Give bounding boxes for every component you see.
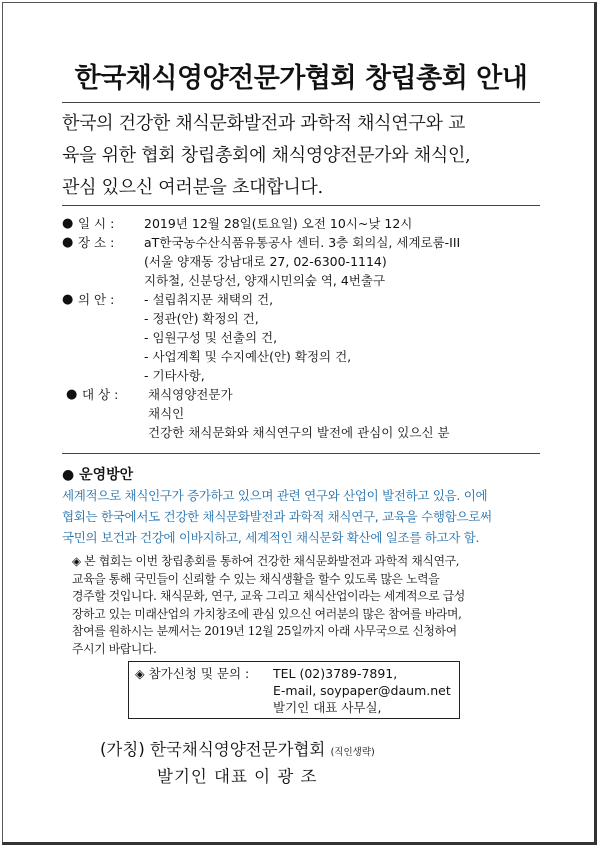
target-item: 채식영양전문가 xyxy=(148,387,233,402)
target-item: 채식인 xyxy=(148,406,185,421)
operation-line: 세계적으로 채식인구가 증가하고 있으며 관련 연구와 산업이 발전하고 있음. 이에 xyxy=(62,488,488,503)
intro-line: 관심 있으신 여러분을 초대합니다. xyxy=(62,177,323,198)
date-label: 일 시 : xyxy=(78,216,115,231)
notice-line: 주시기 바랍니다. xyxy=(72,641,157,656)
agenda-label: 의 안 : xyxy=(78,292,115,307)
operation-heading: ● 운영방안 xyxy=(62,467,134,483)
agenda-row xyxy=(62,290,460,385)
place-value xyxy=(144,233,460,290)
contact-tel: TEL (02)3789-7891, xyxy=(273,666,398,681)
intro-line: 육을 위한 협회 창립총회에 채식영양전문가와 채식인, xyxy=(62,145,471,166)
contact-row xyxy=(135,699,459,716)
date-value: 2019년 12월 28일(토요일) 오전 10시~낮 12시 xyxy=(144,216,413,231)
org-name: (가칭) 한국채식영양전문가협회 xyxy=(100,740,326,759)
agenda-item: - 임원구성 및 선출의 건, xyxy=(144,330,278,345)
target-label: 대 상 : xyxy=(82,387,119,402)
operation-line: 국민의 보건과 건강에 이바지하고, 세계적인 채식문화 확산에 일조를 하고자 함. xyxy=(62,530,480,545)
title-divider xyxy=(62,102,540,103)
place-label: 장 소 : xyxy=(78,235,115,250)
agenda-item: - 설립취지문 채택의 건, xyxy=(144,292,274,307)
contact-row xyxy=(135,682,459,699)
agenda-item: - 사업계획 및 수지예산(안) 확정의 건, xyxy=(144,349,352,364)
place-line: (서울 양재동 강남대로 27, 02-6300-1114) xyxy=(144,254,387,269)
date-row xyxy=(62,214,460,233)
details-divider xyxy=(62,453,540,454)
bullet-icon: ● xyxy=(62,216,74,231)
intro-paragraph xyxy=(62,108,544,204)
agenda-item: - 정관(안) 확정의 건, xyxy=(144,311,259,326)
bullet-icon: ● xyxy=(62,235,74,250)
place-row xyxy=(62,233,460,290)
notice-line: 참여를 원하시는 분께서는 2019년 12월 25일까지 아래 사무국으로 신청하여 xyxy=(72,624,457,638)
organization-name xyxy=(100,736,375,760)
contact-email: E-mail, soypaper@daum.net xyxy=(273,683,451,698)
agenda-item: - 기타사항, xyxy=(144,368,205,383)
place-line: aT한국농수산식품유통공사 센터. 3층 회의실, 세계로룸-III xyxy=(144,235,461,250)
contact-label: ◈ 참가신청 및 문의 : xyxy=(135,666,250,681)
notice-line: ◈ 본 협회는 이번 창립총회를 통하여 건강한 채식문화발전과 과학적 채식연구, xyxy=(72,554,460,568)
page-title: 한국채식영양전문가협회 창립총회 안내 xyxy=(74,63,528,94)
bullet-icon: ● xyxy=(62,292,74,307)
agenda-list xyxy=(144,290,351,385)
notice-line: 경주할 것입니다. 채식문화, 연구, 교육 그리고 채식산업이라는 세계적으로 급성 xyxy=(72,589,466,603)
seal-omitted-note: (직인생략) xyxy=(330,747,375,758)
target-row xyxy=(62,385,460,442)
operation-text xyxy=(62,485,546,548)
notice-line: 교육을 통해 국민들이 신뢰할 수 있는 채식생활을 할수 있도록 많은 노력을 xyxy=(72,571,440,586)
contact-office: 발기인 대표 사무실, xyxy=(273,700,382,715)
target-item: 건강한 채식문화와 채식연구의 발전에 관심이 있으신 분 xyxy=(148,425,450,440)
event-details xyxy=(62,214,460,442)
representative: 발기인 대표 이 광 조 xyxy=(157,767,318,786)
intro-divider xyxy=(62,205,540,206)
bullet-icon: ● xyxy=(66,387,78,402)
notice-line: 장하고 있는 미래산업의 가치창조에 관심 있으신 여러분의 많은 참여를 바라며, xyxy=(72,606,462,621)
contact-row xyxy=(135,665,459,682)
operation-line: 협회는 한국에서도 건강한 채식문화발전과 과학적 채식연구, 교육을 수행함으로써 xyxy=(62,509,492,524)
target-list xyxy=(148,385,450,442)
notice-paragraph xyxy=(72,553,542,658)
place-line: 지하철, 신분당선, 양재시민의숲 역, 4번출구 xyxy=(144,273,386,288)
intro-line: 한국의 건강한 채식문화발전과 과학적 채식연구와 교 xyxy=(62,113,466,134)
contact-box xyxy=(128,661,460,719)
